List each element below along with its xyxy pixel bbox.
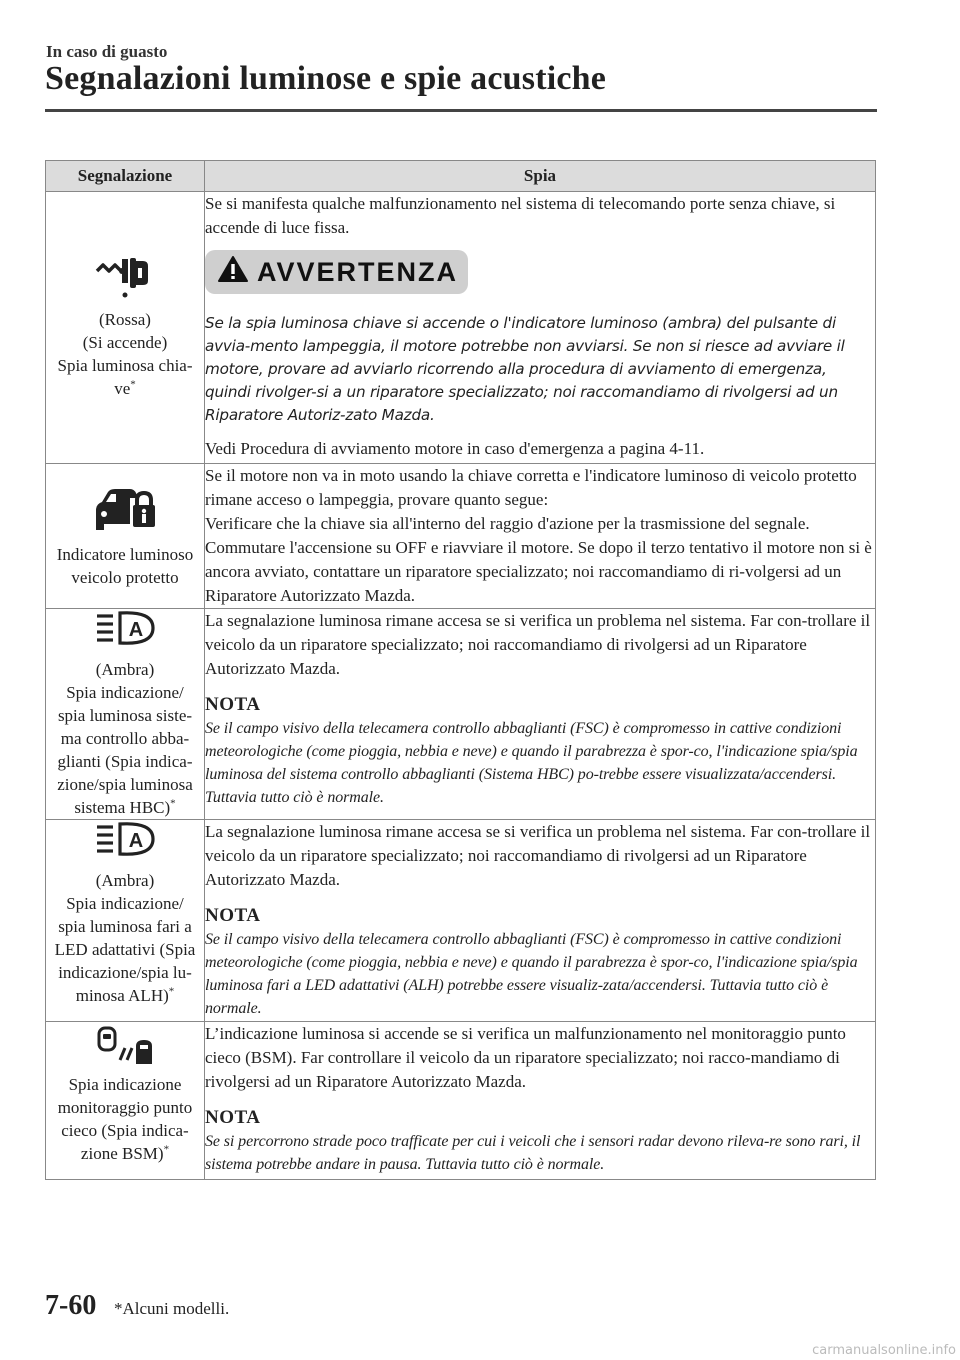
- table-header-row: [46, 161, 876, 192]
- footnote-star: *: [130, 378, 136, 391]
- table-row: [46, 1022, 876, 1180]
- svg-text:A: A: [128, 619, 144, 641]
- nota-text: Se il campo visivo della telecamera controllo abbaglianti (FSC) è compromesso in cattive condizioni meteorologiche (come pioggia, nebbia e neve) e quando il parabrezza è spor-co, l'indicazione spia/spia luminosa fari a LED adattativi (ALH) potrebbe essere visualiz-zata/accendersi. Tuttavia tutto ciò è normale.: [205, 931, 858, 1017]
- title-divider: [45, 109, 877, 112]
- signal-cell: [46, 820, 205, 1022]
- table-row: [46, 464, 876, 609]
- description-cell: [205, 609, 876, 820]
- description-cell: [205, 820, 876, 1022]
- car-lock-icon: [46, 484, 204, 539]
- section-label: In caso di guasto: [46, 42, 168, 61]
- key-warning-icon: [46, 255, 204, 308]
- column-header-signal: Segnalazione: [46, 161, 205, 192]
- watermark: carmanualsonline.info: [812, 1343, 956, 1358]
- warning-badge: [205, 250, 468, 294]
- table-row: [46, 820, 876, 1022]
- svg-text:A: A: [128, 830, 144, 852]
- warning-text: Se la spia luminosa chiave si accende o l'indicatore luminoso (ambra) del pulsante di avvia-mento lampeggia, il motore potrebbe non avviarsi. Se non si riesce ad avviare il motore, provare ad avviarlo ricorrendo alla procedura di avviamento di emergenza, quindi rivolger-si a un riparatore specializzato; noi raccomandiamo di rivolgersi ad un Riparatore Autoriz-zato Mazda.: [205, 314, 845, 424]
- headlight-auto-icon: [46, 820, 204, 869]
- footnote-star: *: [163, 1143, 170, 1156]
- table-row: [46, 609, 876, 820]
- nota-label: NOTA: [205, 1107, 261, 1128]
- nota-label: NOTA: [205, 694, 261, 715]
- description-text: L’indicazione luminosa si accende se si verifica un malfunzionamento nel monitoraggio punto cieco (BSM). Far controllare il veicolo da un riparatore specializzato; noi racco-mandiamo di rivolgersi ad un Riparatore Autorizzato Mazda.: [205, 1024, 846, 1091]
- table-row: [46, 192, 876, 464]
- warning-triangle-icon: [217, 255, 249, 290]
- description-text: La segnalazione luminosa rimane accesa se si verifica un problema nel sistema. Far con-trollare il veicolo da un riparatore specializzato; noi raccomandiamo di rivolgersi ad un Riparatore Autorizzato Mazda.: [205, 611, 871, 678]
- signal-label: (Ambra) Spia indicazione/ spia luminosa fari a LED adattativi (Spia indicazione/spia lu- minosa ALH): [54, 871, 196, 1005]
- signal-label: Indicatore luminoso veicolo protetto: [56, 544, 194, 587]
- footnote: *Alcuni modelli.: [114, 1299, 230, 1318]
- column-header-spia: Spia: [205, 161, 876, 192]
- description-text: La segnalazione luminosa rimane accesa se si verifica un problema nel sistema. Far con-trollare il veicolo da un riparatore specializzato; noi raccomandiamo di rivolgersi ad un Riparatore Autorizzato Mazda.: [205, 822, 871, 889]
- signal-label: (Rossa) (Si accende) Spia luminosa chia- ve: [57, 310, 193, 398]
- signal-label: (Ambra) Spia indicazione/ spia luminosa siste- ma controllo abba- glianti (Spia indica- zione/spia luminosa sistema HBC): [57, 660, 193, 817]
- page-number: 7-60: [45, 1290, 97, 1321]
- description-cell: [205, 1022, 876, 1180]
- reference-text: Vedi Procedura di avviamento motore in caso d'emergenza a pagina 4-11.: [205, 439, 705, 458]
- signal-cell: [46, 609, 205, 820]
- page-title: Segnalazioni luminose e spie acustiche: [45, 60, 607, 97]
- description-text: Se si manifesta qualche malfunzionamento nel sistema di telecomando porte senza chiave, si accende di luce fissa.: [205, 194, 836, 237]
- headlight-auto-icon: [46, 609, 204, 658]
- nota-text: Se il campo visivo della telecamera controllo abbaglianti (FSC) è compromesso in cattive condizioni meteorologiche (come pioggia, nebbia e neve) e quando il parabrezza è spor-co, l'indicazione spia/spia luminosa del sistema controllo abbaglianti (Sistema HBC) po-trebbe essere visualizzata/accendersi. Tuttavia tutto ciò è normale.: [205, 720, 858, 806]
- description-text: Se il motore non va in moto usando la chiave corretta e l'indicatore luminoso di veicolo protetto rimane acceso o lampeggia, provare quanto segue: Verificare che la chiave sia all'interno del raggio d'azione per la trasmissione del segnale. Commutare l'accensione su OFF e riavviare il motore. Se dopo il terzo tentativo il motore non si è ancora avviato, contattare un riparatore specializzato; noi raccomandiamo di ri-volgersi ad un Riparatore Autorizzato Mazda.: [205, 466, 872, 605]
- warning-lights-table: [45, 160, 876, 1180]
- signal-cell: [46, 1022, 205, 1180]
- nota-label: NOTA: [205, 905, 261, 926]
- description-cell: [205, 192, 876, 464]
- signal-cell: [46, 464, 205, 609]
- signal-cell: [46, 192, 205, 464]
- warning-label: AVVERTENZA: [257, 257, 459, 287]
- footnote-star: *: [168, 985, 175, 998]
- signal-label: Spia indicazione monitoraggio punto cieco (Spia indica- zione BSM): [57, 1075, 193, 1163]
- nota-text: Se si percorrono strade poco trafficate per cui i veicoli che i sensori radar devono rileva-re sono rari, il sistema potrebbe andare in pausa. Tuttavia tutto ciò è normale.: [205, 1133, 861, 1173]
- blind-spot-icon: [46, 1022, 204, 1073]
- description-cell: [205, 464, 876, 609]
- footnote-star: *: [170, 797, 176, 810]
